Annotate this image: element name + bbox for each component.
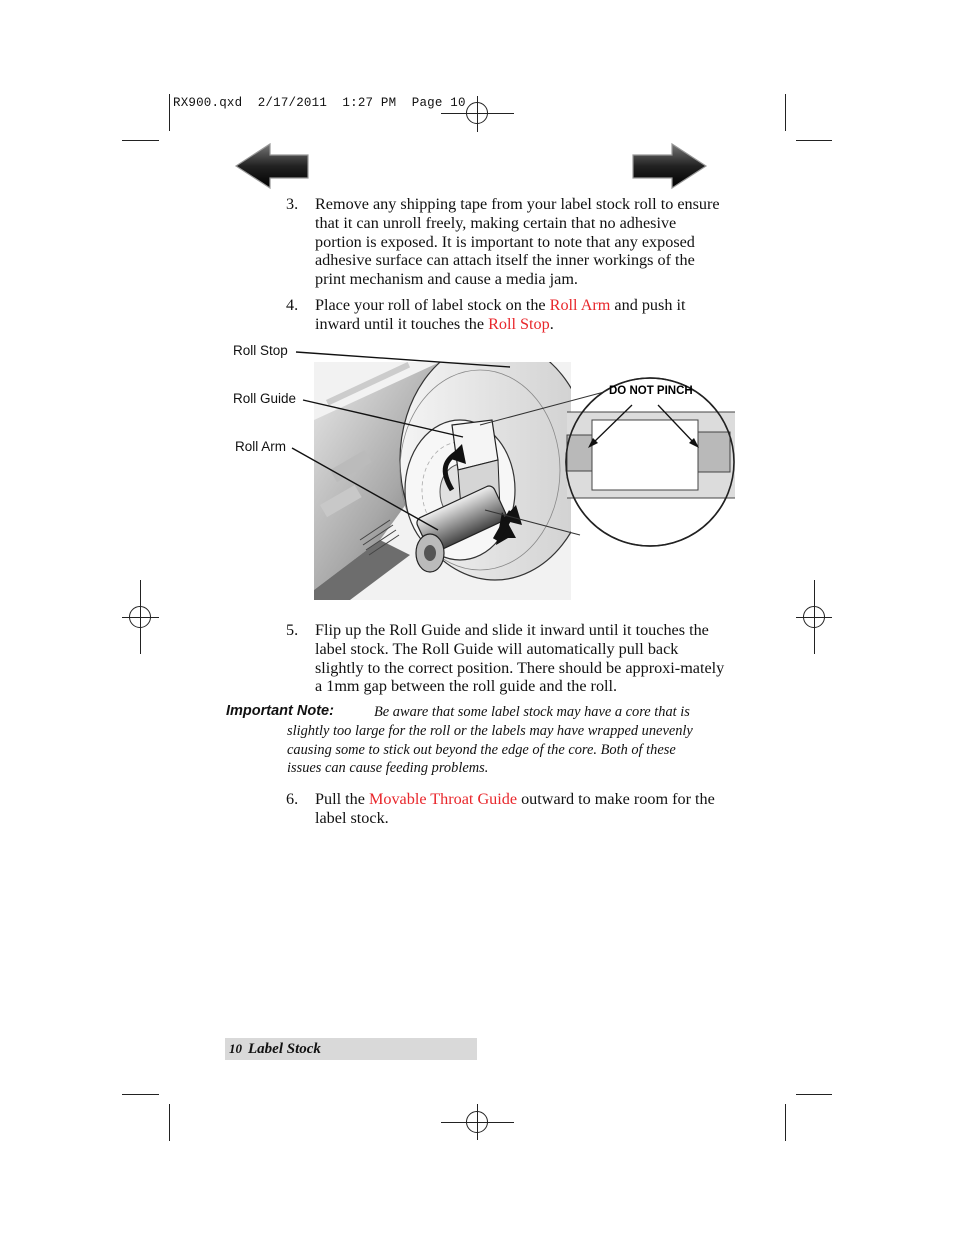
step-text xyxy=(315,790,727,828)
step-6 xyxy=(286,790,727,828)
roll-stop-link[interactable]: Roll Stop xyxy=(488,314,550,333)
page-number: 10 xyxy=(229,1041,242,1056)
step-4 xyxy=(286,296,727,334)
print-slug: RX900.qxd 2/17/2011 1:27 PM Page 10 xyxy=(173,96,466,110)
printer-roll-figure xyxy=(230,340,740,602)
step-text xyxy=(315,296,727,334)
section-title: Label Stock xyxy=(248,1041,321,1057)
step-text-part: Pull the xyxy=(315,790,369,808)
step-number: 6. xyxy=(286,790,299,808)
step-text-part: Place your roll of label stock on the xyxy=(315,296,550,314)
step-number: 4. xyxy=(286,296,299,314)
step-5 xyxy=(286,621,727,696)
next-page-arrow-icon[interactable] xyxy=(630,142,708,190)
important-note-label: Important Note: xyxy=(226,703,334,719)
step-number: 5. xyxy=(286,621,299,639)
callout-roll-guide: Roll Guide xyxy=(233,391,297,406)
printer-illustration xyxy=(230,340,740,602)
step-text-part: outward to make room for the label stock. xyxy=(315,790,715,827)
step-text: Remove any shipping tape from your label stock roll to ensure that it can unroll freely, making certain that no adhesive portion is exposed. It is important to note that any exposed adhesive surface can attach itself the inner workings of the print mechanism and cause a media jam. xyxy=(315,195,720,289)
previous-page-arrow-icon[interactable] xyxy=(234,142,312,190)
step-3 xyxy=(286,195,727,289)
important-note-text: Be aware that some label stock may have a core that is slightly too large for the roll or the labels may have wrapped unevenly causing some to stick out beyond the edge of the core. Both of these issues can cause feeding problems. xyxy=(287,704,693,777)
movable-throat-guide-link[interactable]: Movable Throat Guide xyxy=(368,790,518,808)
inset-label: DO NOT PINCH xyxy=(609,385,693,397)
step-text-part: . xyxy=(549,314,554,333)
roll-arm-link[interactable]: Roll Arm xyxy=(549,296,611,314)
callout-roll-arm: Roll Arm xyxy=(235,439,287,454)
callout-roll-stop: Roll Stop xyxy=(233,343,288,358)
step-text: Flip up the Roll Guide and slide it inward until it touches the label stock. The Roll Guide will automatically pull back slightly to the correct position. There should be approxi-mately a 1mm gap between the roll guide and the roll. xyxy=(315,621,725,696)
page-footer xyxy=(229,1038,321,1060)
step-number: 3. xyxy=(286,195,299,213)
step-text-part: and push it inward until it touches the xyxy=(315,296,686,333)
